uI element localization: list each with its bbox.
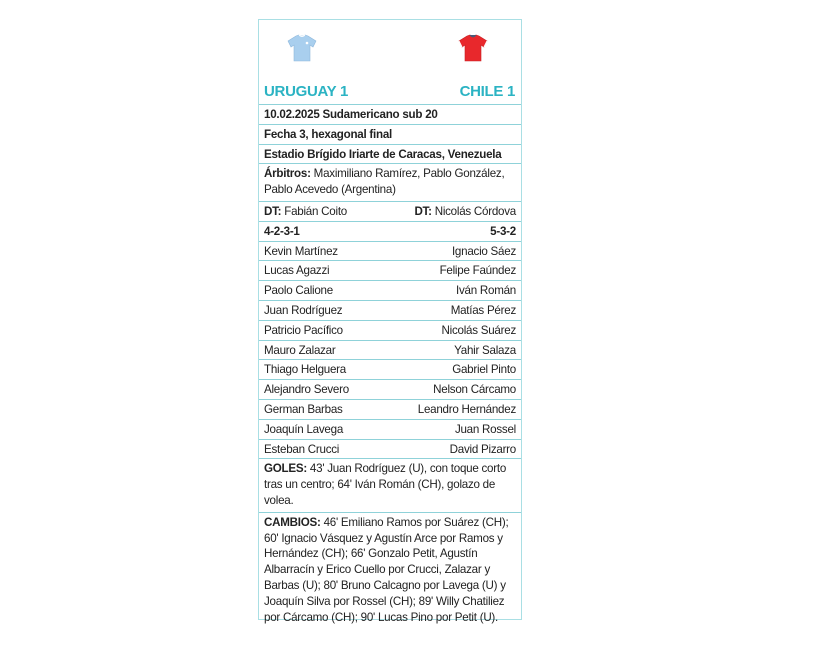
goals-text: 43' Juan Rodríguez (U), con toque corto tras un centro; 64' Iván Román (CH), golazo de volea. bbox=[264, 462, 507, 507]
lineup-row bbox=[259, 340, 521, 360]
teams-header bbox=[259, 20, 521, 104]
away-player: Juan Rossel bbox=[454, 422, 516, 436]
lineup-row bbox=[259, 280, 521, 300]
round: Fecha 3, hexagonal final bbox=[259, 124, 521, 144]
coach-label: DT: bbox=[414, 204, 432, 218]
home-player: Patricio Pacífico bbox=[264, 323, 343, 337]
chile-shirt-icon bbox=[458, 34, 488, 62]
uruguay-shirt-icon bbox=[287, 34, 317, 62]
home-formation: 4-2-3-1 bbox=[264, 224, 300, 238]
home-player: Esteban Crucci bbox=[264, 442, 340, 456]
away-team-name: CHILE 1 bbox=[459, 83, 515, 100]
home-player: Mauro Zalazar bbox=[264, 343, 336, 357]
home-player: Joaquín Lavega bbox=[264, 422, 344, 436]
stadium: Estadio Brígido Iriarte de Caracas, Venezuela bbox=[259, 144, 521, 164]
away-player: Felipe Faúndez bbox=[439, 264, 516, 278]
away-player: Nelson Cárcamo bbox=[433, 383, 516, 397]
home-player: Thiago Helguera bbox=[264, 363, 346, 377]
away-player: Gabriel Pinto bbox=[452, 363, 516, 377]
referees bbox=[259, 163, 521, 201]
lineup-row bbox=[259, 419, 521, 439]
home-player: German Barbas bbox=[264, 402, 343, 416]
lineup-row bbox=[259, 379, 521, 399]
away-coach-name: Nicolás Córdova bbox=[431, 204, 516, 218]
goals bbox=[259, 458, 521, 511]
subs-text: 46' Emiliano Ramos por Suárez (CH); 60' Ignacio Vásquez y Agustín Arce por Ramos y Hernández (CH); 66' Gonzalo Petit, Agustín Albarracín y Erico Cuello por Crucci, Zalazar y Barbas (U); 80' Bruno Calcagno por Lavega (U) y Joaquín Silva por Rossel (CH); 89' Willy Chatiliez por Cárcamo (CH); 90' Lucas Pino por Petit (U). bbox=[264, 515, 509, 624]
away-player: Ignacio Sáez bbox=[451, 244, 516, 258]
away-player: Iván Román bbox=[455, 284, 516, 298]
away-player: David Pizarro bbox=[449, 442, 516, 456]
away-formation: 5-3-2 bbox=[490, 224, 516, 238]
lineup-row bbox=[259, 359, 521, 379]
home-coach-name: Fabián Coito bbox=[281, 204, 347, 218]
away-coach bbox=[414, 204, 516, 220]
home-player: Alejandro Severo bbox=[264, 383, 349, 397]
lineup-row bbox=[259, 241, 521, 261]
away-player: Yahir Salaza bbox=[454, 343, 516, 357]
home-player: Lucas Agazzi bbox=[264, 264, 330, 278]
lineup-row bbox=[259, 300, 521, 320]
lineup-row bbox=[259, 320, 521, 340]
coach-label: DT: bbox=[264, 204, 282, 218]
goals-label: GOLES: bbox=[264, 462, 307, 476]
lineup-row bbox=[259, 399, 521, 419]
match-card bbox=[258, 19, 522, 624]
home-player: Paolo Calione bbox=[264, 284, 333, 298]
away-player: Matías Pérez bbox=[450, 303, 516, 317]
lineup-row bbox=[259, 439, 521, 459]
date-competition: 10.02.2025 Sudamericano sub 20 bbox=[259, 104, 521, 124]
referees-label: Árbitros: bbox=[264, 167, 311, 181]
away-player: Leandro Hernández bbox=[417, 402, 516, 416]
substitutions bbox=[259, 512, 521, 629]
lineup-row bbox=[259, 260, 521, 280]
home-player: Juan Rodríguez bbox=[264, 303, 343, 317]
away-player: Nicolás Suárez bbox=[441, 323, 516, 337]
formations-row bbox=[259, 221, 521, 241]
home-coach bbox=[264, 204, 347, 220]
referees-text: Maximiliano Ramírez, Pablo González, Pablo Acevedo (Argentina) bbox=[264, 167, 505, 197]
home-player: Kevin Martínez bbox=[264, 244, 338, 258]
subs-label: CAMBIOS: bbox=[264, 515, 321, 529]
coaches-row bbox=[259, 201, 521, 221]
home-team-name: URUGUAY 1 bbox=[264, 83, 348, 100]
